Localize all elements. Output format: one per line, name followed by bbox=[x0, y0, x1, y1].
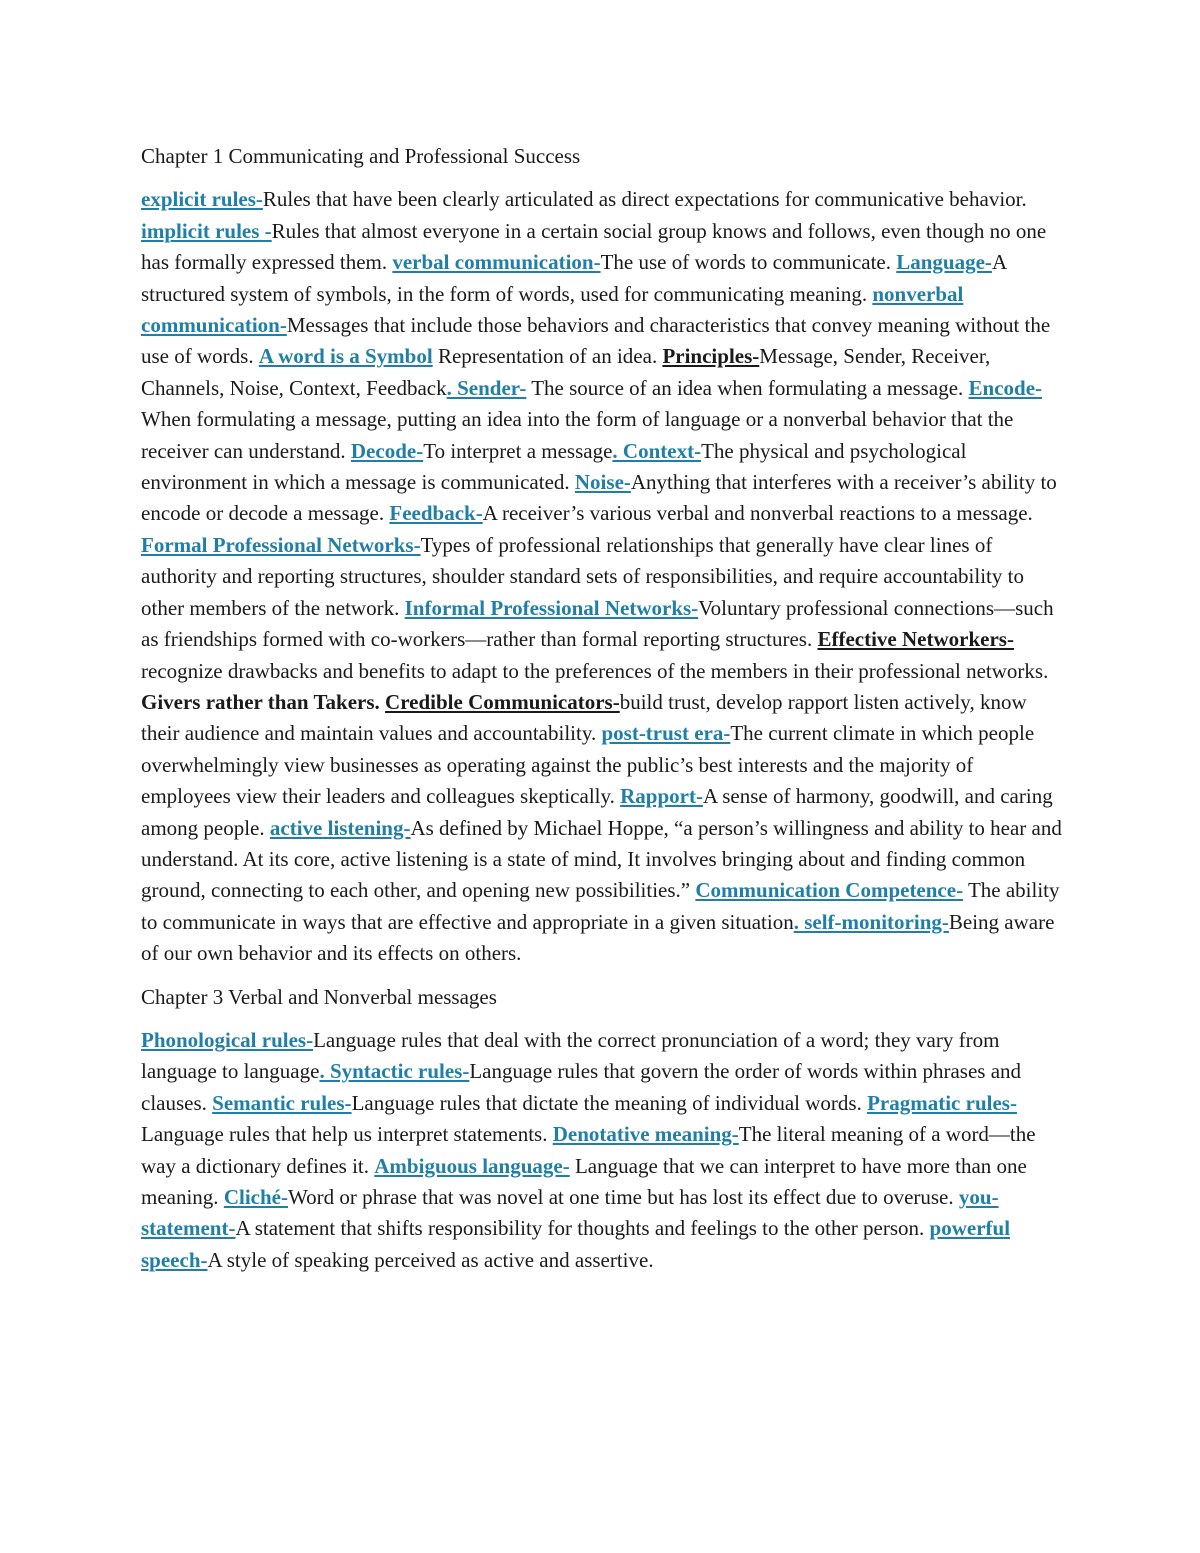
glossary-term: Cliché- bbox=[223, 1185, 288, 1209]
glossary-definition: Rules that have been clearly articulated as direct expectations for communicative behavior. bbox=[262, 187, 1027, 212]
glossary-definition: Being aware of our own behavior and its effects on others. bbox=[141, 909, 1055, 966]
glossary-term: explicit rules- bbox=[141, 187, 263, 212]
chapter-1-glossary bbox=[141, 184, 1066, 969]
glossary-definition: Word or phrase that was novel at one time but has lost its effect due to overuse. bbox=[287, 1185, 959, 1209]
chapter-1-heading: Chapter 1 Communicating and Professional Success bbox=[141, 144, 581, 168]
glossary-definition: Types of professional relationships that generally have clear lines of authority and reporting structures, shoulder standard sets of responsibilities, and require accountability to other members of the network. bbox=[141, 532, 1024, 620]
glossary-term: Formal Professional Networks- bbox=[141, 532, 421, 557]
glossary-term: Semantic rules- bbox=[212, 1090, 352, 1115]
glossary-definition: Language rules that help us interpret statements. bbox=[141, 1122, 553, 1147]
glossary-term: Decode- bbox=[350, 438, 424, 463]
glossary-term: nonverbal communication- bbox=[141, 281, 964, 338]
glossary-term: powerful speech- bbox=[141, 1216, 1011, 1272]
glossary-term: Ambiguous language- bbox=[374, 1153, 570, 1178]
glossary-term: Noise- bbox=[574, 470, 631, 495]
glossary-definition: The literal meaning of a word—the way a dictionary defines it. bbox=[141, 1122, 1036, 1178]
glossary-definition: When formulating a message, putting an idea into the form of language or a nonverbal behavior that the receiver can understand. bbox=[141, 407, 1014, 463]
glossary-term: . Sender- bbox=[446, 375, 527, 400]
glossary-term: Principles- bbox=[662, 344, 760, 369]
glossary-term: . self-monitoring- bbox=[793, 909, 949, 934]
glossary-definition: A style of speaking perceived as active and assertive. bbox=[207, 1247, 654, 1272]
glossary-definition: Messages that include those behaviors and characteristics that convey meaning without the use of words. bbox=[141, 313, 1051, 369]
glossary-definition: The use of words to communicate. bbox=[600, 250, 897, 275]
glossary-term: Denotative meaning- bbox=[552, 1122, 739, 1147]
glossary-term: Encode- bbox=[968, 375, 1043, 400]
glossary-definition: A sense of harmony, goodwill, and caring among people. bbox=[141, 784, 1053, 840]
glossary-term: Givers rather than Takers. bbox=[141, 689, 386, 714]
glossary-term: Informal Professional Networks- bbox=[404, 595, 699, 620]
glossary-term: implicit rules - bbox=[141, 218, 272, 243]
glossary-definition: As defined by Michael Hoppe, “a person’s willingness and ability to hear and understand. At its core, active listening is a state of mind, It involves bringing about and finding common ground, connecting to each other, and opening new possibilities.” bbox=[141, 815, 1062, 903]
glossary-term: Phonological rules- bbox=[141, 1027, 314, 1052]
glossary-term: Pragmatic rules- bbox=[867, 1090, 1017, 1115]
glossary-term: verbal communication- bbox=[392, 250, 601, 275]
chapter-3-glossary bbox=[141, 1025, 1066, 1276]
glossary-term: Language- bbox=[896, 250, 992, 275]
glossary-definition: A structured system of symbols, in the form of words, used for communicating meaning. bbox=[141, 250, 1006, 306]
glossary-term: Feedback- bbox=[389, 501, 483, 526]
glossary-definition: Message, Sender, Receiver, Channels, Noise, Context, Feedback bbox=[141, 344, 991, 400]
document-page bbox=[141, 141, 1066, 1288]
glossary-definition: A statement that shifts responsibility for thoughts and feelings to the other person. bbox=[235, 1216, 930, 1241]
glossary-definition: Language rules that dictate the meaning of individual words. bbox=[351, 1090, 868, 1115]
glossary-definition: Rules that almost everyone in a certain social group knows and follows, even though no one has formally expressed them. bbox=[141, 218, 1047, 275]
glossary-definition: Language rules that deal with the correct pronunciation of a word; they vary from language to language bbox=[141, 1027, 1000, 1084]
chapter-3-heading: Chapter 3 Verbal and Nonverbal messages bbox=[141, 984, 497, 1009]
glossary-definition: The ability to communicate in ways that are effective and appropriate in a given situation bbox=[141, 878, 1060, 934]
glossary-definition: The source of an idea when formulating a message. bbox=[526, 375, 969, 400]
glossary-term: Communication Competence- bbox=[695, 878, 964, 903]
glossary-term: you-statement- bbox=[141, 1185, 999, 1241]
glossary-term: Credible Communicators- bbox=[385, 689, 620, 714]
glossary-term: . Context- bbox=[612, 438, 702, 463]
glossary-definition: Language that we can interpret to have more than one meaning. bbox=[141, 1153, 1027, 1209]
glossary-term: active listening- bbox=[269, 815, 411, 840]
glossary-term: post-trust era- bbox=[601, 721, 731, 746]
glossary-definition: recognize drawbacks and benefits to adapt to the preferences of the members in their professional networks. bbox=[141, 658, 1049, 683]
glossary-term: A word is a Symbol bbox=[258, 344, 433, 369]
glossary-term: . Syntactic rules- bbox=[319, 1059, 470, 1084]
glossary-term: Rapport- bbox=[620, 784, 703, 809]
glossary-definition: Voluntary professional connections—such as friendships formed with co-workers—rather than formal reporting structures. bbox=[141, 595, 1054, 652]
glossary-definition: A receiver’s various verbal and nonverbal reactions to a message. bbox=[482, 501, 1033, 526]
glossary-term: Effective Networkers- bbox=[817, 627, 1014, 652]
glossary-definition: Language rules that govern the order of words within phrases and clauses. bbox=[141, 1059, 1022, 1115]
glossary-definition: The current climate in which people overwhelmingly view businesses as operating against the public’s best interests and the majority of employees view their leaders and colleagues skeptically. bbox=[141, 721, 1035, 809]
glossary-definition: To interpret a message bbox=[423, 438, 613, 463]
glossary-definition: Representation of an idea. bbox=[432, 344, 663, 369]
glossary-definition: The physical and psychological environment in which a message is communicated. bbox=[141, 438, 967, 495]
glossary-definition: Anything that interferes with a receiver’s ability to encode or decode a message. bbox=[141, 470, 1057, 526]
glossary-definition: build trust, develop rapport listen actively, know their audience and maintain values and accountability. bbox=[141, 689, 1027, 746]
